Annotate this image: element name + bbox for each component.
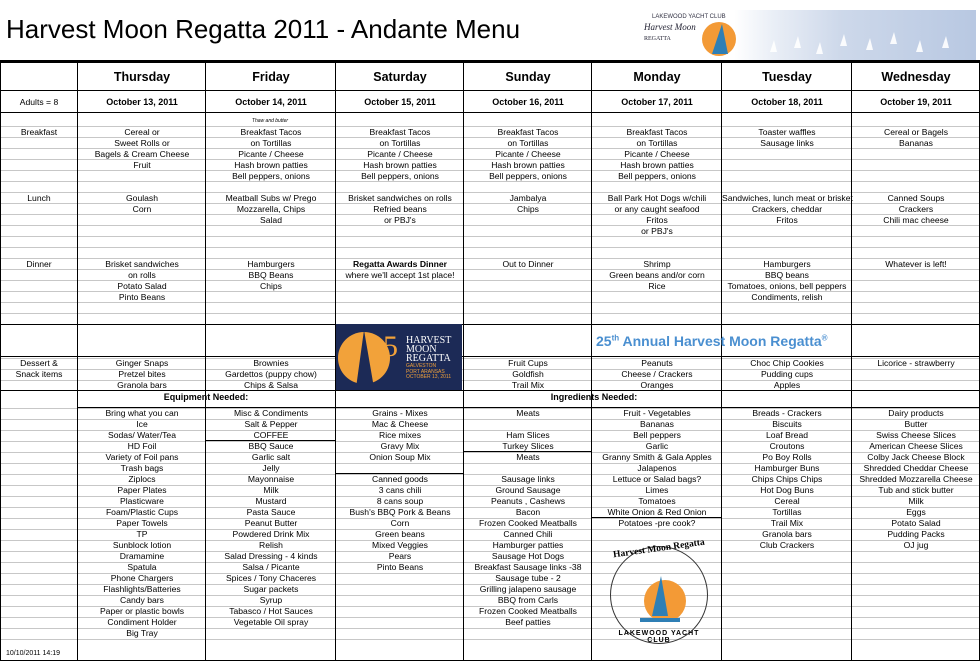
list-item: Bananas (640, 419, 674, 429)
list-item: Garlic salt (251, 452, 291, 462)
list-item: Mayonnaise (247, 474, 295, 484)
breakfast-item: Hash brown patties (363, 160, 437, 170)
list-item: Po Boy Rolls (762, 452, 812, 462)
breakfast-item: on Tortillas (507, 138, 549, 148)
breakfast-item: Bell peppers, onions (489, 171, 567, 181)
breakfast-item: Hash brown patties (234, 160, 308, 170)
logo-25-name: HARVEST MOON REGATTA (406, 335, 452, 364)
date-tuesday: October 18, 2011 (751, 97, 823, 107)
list-item: Syrup (259, 595, 283, 605)
list-item: Peanuts , Cashews (490, 496, 566, 506)
list-item: Milk (263, 485, 279, 495)
lunch-item: or any caught seafood (614, 204, 700, 214)
breakfast-item: on Tortillas (636, 138, 678, 148)
list-header: Fruit - Vegetables (623, 408, 691, 418)
list-item: Mixed Veggies (372, 540, 428, 550)
header-logo-club: LAKEWOOD YACHT CLUB (652, 14, 726, 20)
dessert-item: Goldfish (512, 369, 544, 379)
list-item: Powdered Drink Mix (232, 529, 310, 539)
list-item: Salad Dressing - 4 kinds (224, 551, 318, 561)
list-item: Variety of Foil pans (105, 452, 179, 462)
row-line (0, 639, 980, 640)
grid-line (0, 90, 980, 91)
lunch-item: Fritos (776, 215, 798, 225)
lunch-item: or PBJ's (384, 215, 416, 225)
list-item: Eggs (906, 507, 926, 517)
list-item: Canned Chili (503, 529, 553, 539)
list-item: Canned goods (372, 474, 428, 484)
breakfast-item: Cereal or Bagels (883, 127, 948, 137)
dessert-item: Pudding cups (760, 369, 814, 379)
lunch-item: Mozzarella, Chips (236, 204, 306, 214)
list-item: Pudding Packs (887, 529, 945, 539)
list-item: Tabasco / Hot Sauces (229, 606, 313, 616)
list-item: Hamburger patties (492, 540, 564, 550)
dinner-item: BBQ beans (765, 270, 809, 280)
row-line (0, 236, 980, 237)
list-item: Frozen Cooked Meatballs (479, 518, 577, 528)
list-item: Ziplocs (128, 474, 156, 484)
dinner-item: Green beans and/or corn (609, 270, 705, 280)
breakfast-item: on Tortillas (250, 138, 292, 148)
anniversary-banner: 25th Annual Harvest Moon Regatta® (596, 333, 828, 349)
list-item: BBQ from Carls (497, 595, 559, 605)
breakfast-item: Picante / Cheese (495, 149, 561, 159)
dessert-item: Cheese / Crackers (621, 369, 693, 379)
date-friday: October 14, 2011 (235, 97, 307, 107)
list-item: Foam/Plastic Cups (105, 507, 179, 517)
list-item: Shredded Mozzarella Cheese (859, 474, 973, 484)
list-item: Ice (136, 419, 148, 429)
lunch-item: Chips (517, 204, 539, 214)
grid-line (0, 660, 980, 661)
list-item: Sausage Hot Dogs (491, 551, 565, 561)
list-header: Grains - Mixes (372, 408, 428, 418)
list-item: Dramamine (119, 551, 165, 561)
list-item: Grilling jalapeno sausage (479, 584, 577, 594)
lunch-item: Crackers, cheddar (751, 204, 823, 214)
logo-25-number: 25 (368, 330, 398, 363)
list-item: Biscuits (772, 419, 802, 429)
breakfast-item: Bell peppers, onions (361, 171, 439, 181)
list-item: Green beans (375, 529, 425, 539)
list-item: Chips Chips Chips (751, 474, 823, 484)
list-item: Paper Plates (117, 485, 167, 495)
list-item: Mustard (255, 496, 287, 506)
list-item: Pears (388, 551, 412, 561)
list-item: Salsa / Picante (242, 562, 300, 572)
list-item: Loaf Bread (765, 430, 809, 440)
list-item: Relish (259, 540, 283, 550)
list-item: HD Foil (127, 441, 157, 451)
list-item: Sugar packets (243, 584, 299, 594)
list-item: Corn (390, 518, 410, 528)
breakfast-item: Breakfast Tacos (626, 127, 688, 137)
list-header: Breads - Crackers (752, 408, 822, 418)
list-item: Meats (516, 452, 540, 462)
dessert-item: Granola bars (117, 380, 167, 390)
list-item: Granola bars (762, 529, 812, 539)
list-item: Paper or plastic bowls (99, 606, 185, 616)
list-item: 8 cans soup (376, 496, 424, 506)
list-header: Meats (516, 408, 540, 418)
dessert-item: Peanuts (641, 358, 673, 368)
lunch-item: Crackers (898, 204, 934, 214)
list-item: Paper Towels (116, 518, 168, 528)
lunch-item: Salad (260, 215, 282, 225)
ingredients-header: Ingredients Needed: (550, 392, 638, 402)
lunch-item: Refried beans (373, 204, 427, 214)
breakfast-item: Cereal or (124, 127, 160, 137)
breakfast-item: Picante / Cheese (624, 149, 690, 159)
list-item: Jelly (262, 463, 280, 473)
dinner-item: Shrimp (643, 259, 671, 269)
list-item: Gravy Mix (380, 441, 420, 451)
equipment-header: Equipment Needed: (163, 392, 249, 402)
lunch-label: Lunch (27, 193, 51, 203)
date-monday: October 17, 2011 (621, 97, 693, 107)
list-item: Turkey Slices (502, 441, 554, 451)
day-header-wednesday: Wednesday (881, 70, 951, 84)
dinner-item: where we'll accept 1st place! (345, 270, 455, 280)
breakfast-item: Sausage links (760, 138, 814, 148)
breakfast-item: on Tortillas (379, 138, 421, 148)
list-item: Sodas/ Water/Tea (108, 430, 176, 440)
list-item: OJ jug (903, 540, 929, 550)
adults-count: Adults = 8 (19, 97, 59, 107)
dinner-item: Out to Dinner (502, 259, 554, 269)
list-item: Peanut Butter (244, 518, 298, 528)
list-item: Sunblock lotion (112, 540, 172, 550)
grid-line (0, 112, 980, 113)
dessert-item: Choc Chip Cookies (750, 358, 824, 368)
dinner-item: BBQ Beans (248, 270, 294, 280)
list-item: Limes (645, 485, 669, 495)
list-item: Butter (904, 419, 928, 429)
list-item: Vegetable Oil spray (233, 617, 309, 627)
dinner-item: Rice (648, 281, 666, 291)
breakfast-item: Bananas (899, 138, 933, 148)
lunch-item: Fritos (646, 215, 668, 225)
lunch-item: Meatball Subs w/ Prego (225, 193, 317, 203)
lunch-item: Ball Park Hot Dogs w/chili (607, 193, 707, 203)
list-item: Potato Salad (891, 518, 941, 528)
dinner-item: on rolls (128, 270, 156, 280)
row-line (0, 247, 980, 248)
list-item: Jalapenos (637, 463, 677, 473)
dessert-item: Fruit Cups (508, 358, 548, 368)
list-item: Ham Slices (506, 430, 550, 440)
list-item: Ground Sausage (495, 485, 561, 495)
lyc-logo-club: LAKEWOOD YACHT CLUB (618, 630, 700, 644)
list-item: Tomatoes (638, 496, 676, 506)
dinner-item: Regatta Awards Dinner (352, 259, 448, 269)
day-header-sunday: Sunday (505, 70, 551, 84)
list-item: Garlic (645, 441, 669, 451)
list-item: Bell peppers (633, 430, 681, 440)
list-item: Candy bars (120, 595, 164, 605)
lunch-item: Sandwiches, lunch meat or brisket (722, 193, 853, 203)
day-header-tuesday: Tuesday (762, 70, 812, 84)
dessert-item: Apples (773, 380, 801, 390)
breakfast-item: Fruit (133, 160, 151, 170)
breakfast-label: Breakfast (20, 127, 58, 137)
list-item: American Cheese Slices (869, 441, 963, 451)
dinner-item: Whatever is left! (885, 259, 947, 269)
list-header: Misc & Condiments (233, 408, 309, 418)
title-bar (0, 0, 980, 62)
dinner-item: Hamburgers (247, 259, 295, 269)
lunch-item: Jambalya (509, 193, 547, 203)
breakfast-item: Bell peppers, onions (618, 171, 696, 181)
dessert-item: Brownies (253, 358, 289, 368)
list-item: Beef patties (505, 617, 551, 627)
dessert-item: Pretzel bites (118, 369, 166, 379)
dessert-label: Dessert & (20, 358, 58, 368)
dinner-item: Hamburgers (763, 259, 811, 269)
list-item: Frozen Cooked Meatballs (479, 606, 577, 616)
lunch-item: Goulash (125, 193, 158, 203)
logo-25-sub: GALVESTON PORT ARANSAS OCTOBER 13, 2011 (406, 363, 452, 380)
dessert-item: Licorice - strawberry (877, 358, 955, 368)
grid-line (0, 356, 980, 357)
list-item: Phone Chargers (110, 573, 174, 583)
breakfast-item: Bagels & Cream Cheese (94, 149, 190, 159)
dinner-item: Pinto Beans (118, 292, 166, 302)
breakfast-item: Toaster waffles (758, 127, 816, 137)
list-item: Cereal (774, 496, 800, 506)
breakfast-item: Breakfast Tacos (497, 127, 559, 137)
dessert-item: Chips & Salsa (244, 380, 298, 390)
dinner-label: Dinner (26, 259, 52, 269)
header-regatta-logo (640, 10, 976, 60)
list-item: COFFEE (253, 430, 289, 440)
list-item: BBQ Sauce (248, 441, 294, 451)
day-header-monday: Monday (633, 70, 681, 84)
list-item: Hamburger Buns (754, 463, 820, 473)
sailboat-icon (712, 24, 728, 54)
list-item: Spatula (127, 562, 157, 572)
list-item: Lettuce or Salad bags? (612, 474, 702, 484)
breakfast-item: Picante / Cheese (238, 149, 304, 159)
breakfast-item: Breakfast Tacos (369, 127, 431, 137)
breakfast-item: Hash brown patties (491, 160, 565, 170)
list-item: Sausage links (501, 474, 555, 484)
dinner-item: Chips (260, 281, 282, 291)
list-item: Sausage tube - 2 (495, 573, 561, 583)
list-item: Shredded Cheddar Cheese (863, 463, 969, 473)
list-item: Trail Mix (770, 518, 804, 528)
list-item: Croutons (769, 441, 805, 451)
list-item: Rice mixes (378, 430, 422, 440)
lunch-item: Canned Soups (887, 193, 945, 203)
list-item: Salt & Pepper (244, 419, 298, 429)
dessert-item: Oranges (640, 380, 674, 390)
list-item: Swiss Cheese Slices (876, 430, 956, 440)
list-item: Colby Jack Cheese Block (867, 452, 965, 462)
list-item: Big Tray (126, 628, 158, 638)
date-thursday: October 13, 2011 (106, 97, 178, 107)
page-title: Harvest Moon Regatta 2011 - Andante Menu (6, 14, 521, 44)
fleet-image (750, 18, 970, 58)
list-header: Dairy products (888, 408, 944, 418)
breakfast-item: Breakfast Tacos (240, 127, 302, 137)
list-item: Potatoes -pre cook? (618, 518, 696, 528)
dinner-item: Tomatoes, onions, bell peppers (727, 281, 847, 291)
dessert-item: Ginger Snaps (115, 358, 169, 368)
breakfast-item: Bell peppers, onions (232, 171, 310, 181)
list-item: Mac & Cheese (371, 419, 429, 429)
list-item: Bush's BBQ Pork & Beans (349, 507, 451, 517)
breakfast-item: Sweet Rolls or (114, 138, 170, 148)
date-saturday: October 15, 2011 (364, 97, 436, 107)
list-item: Flashlights/Batteries (103, 584, 181, 594)
sailboat-icon (652, 576, 668, 616)
dinner-item: Potato Salad (117, 281, 167, 291)
lakewood-yacht-club-logo (596, 537, 720, 660)
list-item: TP (136, 529, 148, 539)
friday-note: Thaw and butter (251, 118, 289, 124)
list-item: Plasticware (120, 496, 164, 506)
lunch-item: Brisket sandwiches on rolls (348, 193, 452, 203)
date-sunday: October 16, 2011 (492, 97, 564, 107)
list-item: 3 cans chili (378, 485, 422, 495)
lunch-item: or PBJ's (641, 226, 673, 236)
breakfast-item: Hash brown patties (620, 160, 694, 170)
date-wednesday: October 19, 2011 (880, 97, 952, 107)
list-item: Breakfast Sausage links -38 (474, 562, 582, 572)
list-item: Granny Smith & Gala Apples (602, 452, 712, 462)
logo-25th-regatta (336, 324, 462, 390)
timestamp: 10/10/2011 14:19 (6, 650, 60, 657)
list-item: Hot Dog Buns (760, 485, 814, 495)
row-line (0, 313, 980, 314)
lunch-item: Corn (132, 204, 152, 214)
dessert-item: Trail Mix (511, 380, 545, 390)
dessert-item: Gardettos (puppy chow) (225, 369, 317, 379)
grid-line (0, 62, 980, 63)
dinner-item: Condiments, relish (751, 292, 823, 302)
list-item: Club Crackers (759, 540, 815, 550)
list-header: Bring what you can (105, 408, 179, 418)
list-item: Milk (908, 496, 924, 506)
list-item: Onion Soup Mix (369, 452, 431, 462)
lunch-item: Chili mac cheese (883, 215, 949, 225)
day-header-thursday: Thursday (113, 70, 171, 84)
lyc-logo-title: Harvest Moon Regatta (612, 537, 706, 561)
list-item: Pinto Beans (376, 562, 424, 572)
list-item: Bacon (515, 507, 541, 517)
dinner-item: Brisket sandwiches (105, 259, 179, 269)
list-item: Tortillas (772, 507, 802, 517)
list-item: Pasta Sauce (246, 507, 296, 517)
header-logo-name: Harvest Moon REGATTA (644, 22, 696, 42)
list-item: Condiment Holder (107, 617, 177, 627)
list-item: Tub and stick butter (878, 485, 954, 495)
list-item: Trash bags (120, 463, 164, 473)
list-item: White Onion & Red Onion (607, 507, 707, 517)
snack-label: Snack items (15, 369, 63, 379)
day-header-saturday: Saturday (373, 70, 427, 84)
list-item: Spices / Tony Chaceres (225, 573, 317, 583)
day-header-friday: Friday (252, 70, 290, 84)
breakfast-item: Picante / Cheese (367, 149, 433, 159)
grid-line (0, 324, 980, 325)
